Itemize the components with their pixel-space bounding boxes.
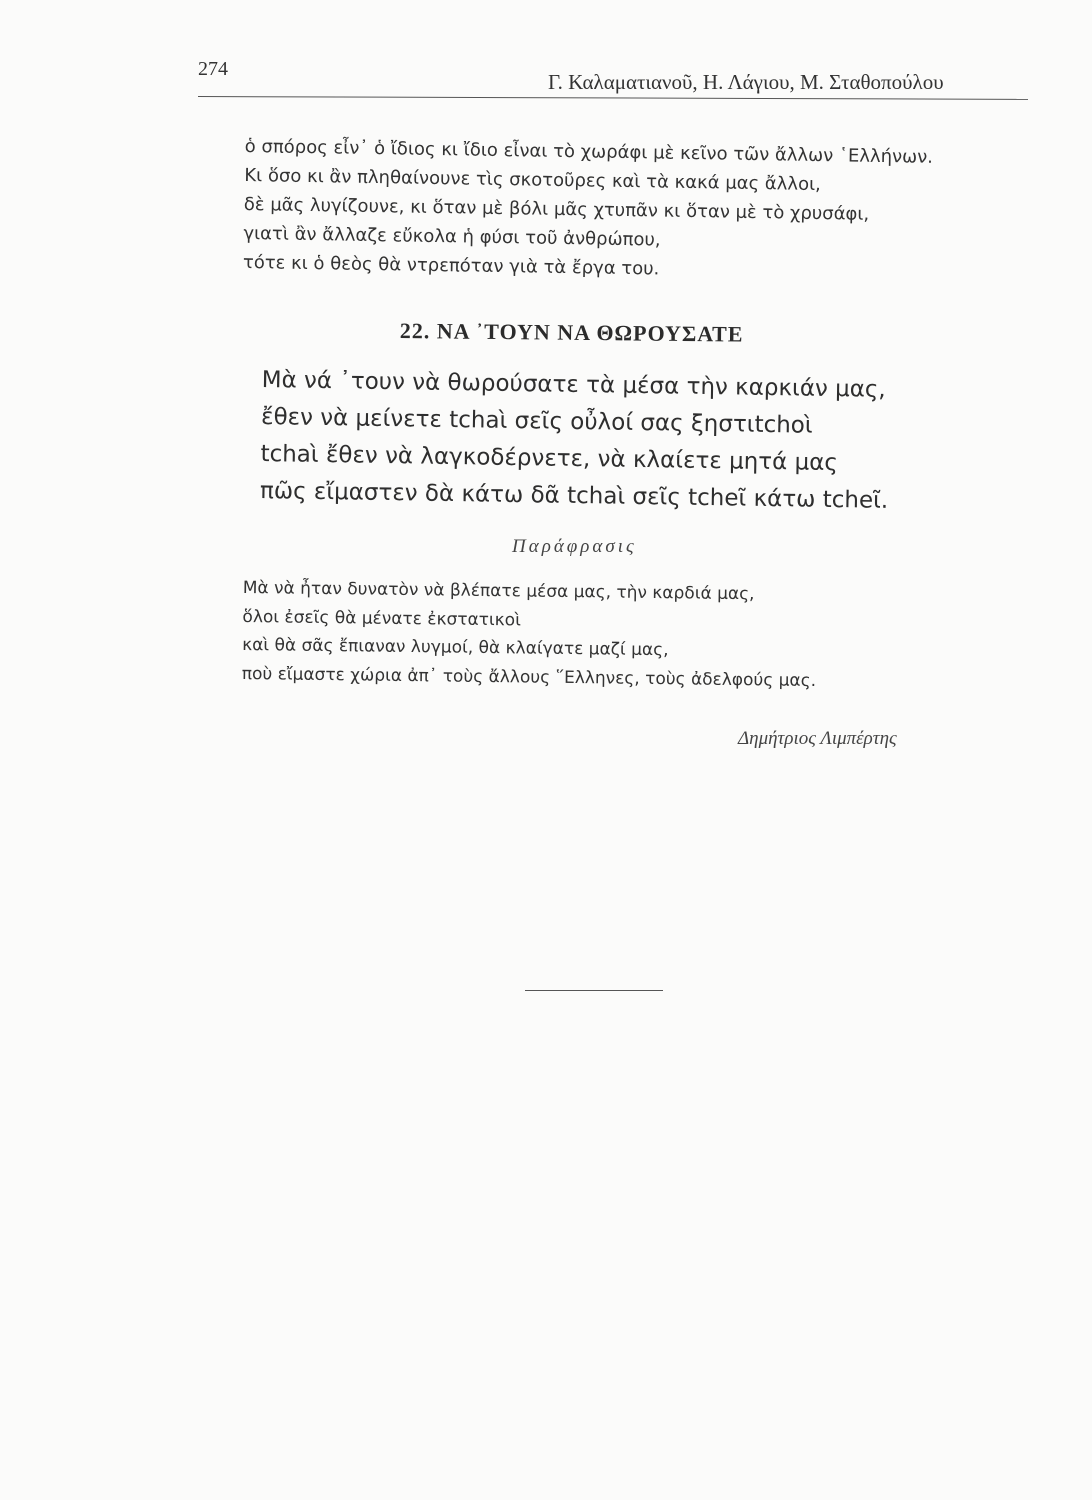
verse-line: ἔθεν νὰ μείνετε tchaὶ σεῖς οὖλοί σας ξηστιtchoὶ xyxy=(260,403,813,439)
verse-line: καὶ θὰ σᾶς ἔπιαναν λυγμοί, θὰ κλαίγατε μαζί μας, xyxy=(242,634,669,661)
header-rule xyxy=(198,96,1028,100)
verse-line: δὲ μᾶς λυγίζουνε, κι ὅταν μὲ βόλι μᾶς χτυπᾶν κι ὅταν μὲ τὸ χρυσάφι, xyxy=(243,193,870,225)
verse-line: ὁ σπόρος εἶν᾽ ὁ ἴδιος κι ἴδιο εἶναι τὸ χωράφι μὲ κεῖνο τῶν ἄλλων ῾Ελλήνων. xyxy=(244,135,934,168)
paraphrase-title: Παράφρασις xyxy=(512,536,637,557)
verse-line: Κι ὅσο κι ἂν πληθαίνουνε τὶς σκοτοῦρες καὶ τὰ κακά μας ἄλλοι, xyxy=(244,164,822,196)
author-signature: Δημήτριος Λιμπέρτης xyxy=(738,728,897,749)
running-title: Γ. Καλαματιανοῦ, Η. Λάγιου, Μ. Σταθοπούλου xyxy=(548,70,944,94)
verse-line: Μὰ νά ᾿τουν νὰ θωρούσατε τὰ μέσα τὴν καρκιάν μας, xyxy=(261,366,886,403)
paraphrase-verse xyxy=(242,574,818,695)
section-title: 22. ΝΑ ᾿ΤΟΥΝ ΝΑ ΘΩΡΟΥΣΑΤΕ xyxy=(399,318,744,347)
end-rule xyxy=(525,990,663,991)
verse-line: tchaὶ ἔθεν νὰ λαγκοδέρνετε, νὰ κλαίετε μητά μας xyxy=(260,440,839,477)
verse-line: ὅλοι ἐσεῖς θὰ μένατε ἐκστατικοὶ xyxy=(242,606,522,630)
page-number: 274 xyxy=(198,58,228,80)
verse-line: ποὺ εἴμαστε χώρια ἀπ᾽ τοὺς ἄλλους ῞Ελληνες, τοὺς ἀδελφούς μας. xyxy=(241,663,817,691)
dialect-verse xyxy=(260,362,891,520)
verse-line: πῶς εἴμαστεν δὰ κάτω δᾶ tchaὶ σεῖς tcheῖ κάτω tcheῖ. xyxy=(259,477,889,514)
verse-line: τότε κι ὁ θεὸς θὰ ντρεπόταν γιὰ τὰ ἔργα του. xyxy=(242,251,660,280)
verse-line: Μὰ νὰ ἦταν δυνατὸν νὰ βλέπατε μέσα μας, τὴν καρδιά μας, xyxy=(242,577,755,605)
top-verse xyxy=(243,132,933,288)
verse-line: γιατὶ ἂν ἄλλαζε εὔκολα ἡ φύσι τοῦ ἀνθρώπου, xyxy=(243,222,661,251)
